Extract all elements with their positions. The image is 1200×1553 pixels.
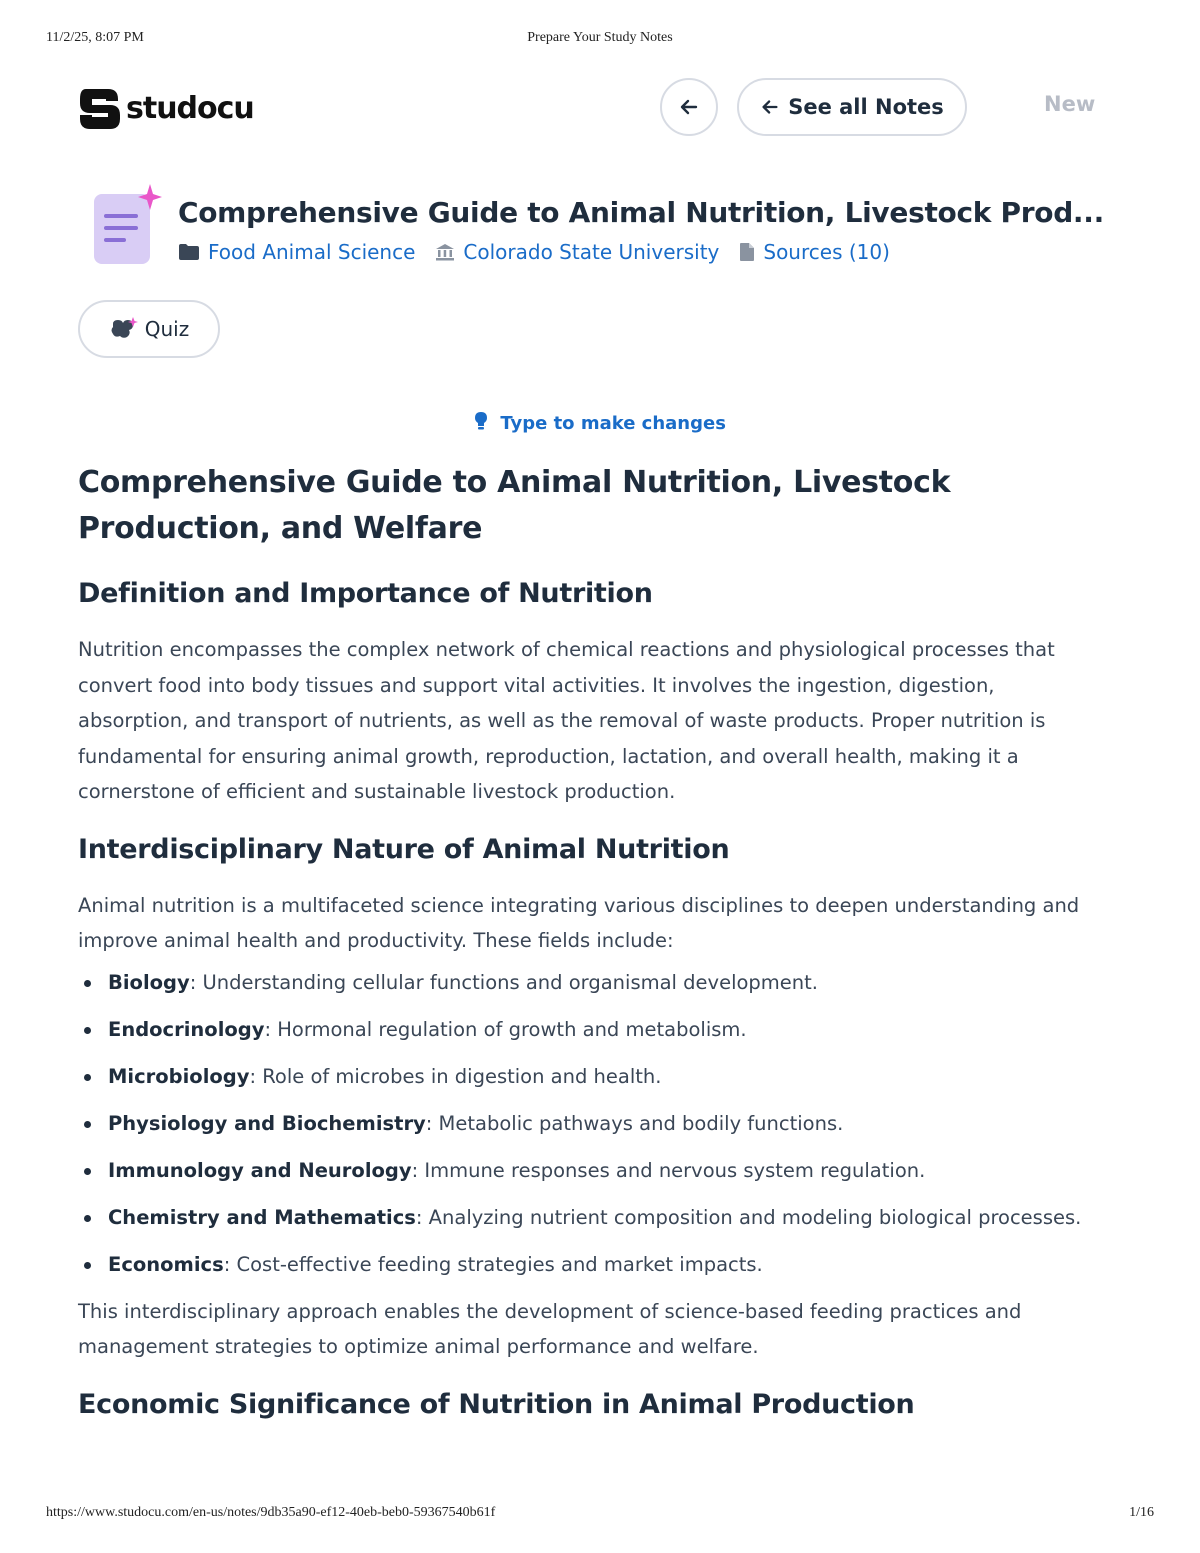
disciplines-list	[78, 965, 1108, 1283]
logo-text: studocu	[126, 90, 254, 126]
arrow-left-icon	[678, 96, 700, 118]
print-page-title: Prepare Your Study Notes	[527, 30, 673, 45]
section-heading-economic: Economic Significance of Nutrition in Animal Production	[78, 1388, 915, 1420]
section-closing-interdisciplinary: This interdisciplinary approach enables the development of science-based feeding practices and management strategies to optimize animal performance and welfare.	[78, 1299, 1022, 1358]
list-item	[78, 1012, 1108, 1048]
file-icon	[739, 242, 755, 262]
list-item	[78, 1059, 1108, 1095]
list-item-term: Endocrinology	[108, 1017, 265, 1041]
print-page-number: 1/16	[1129, 1505, 1154, 1520]
list-item	[78, 1106, 1108, 1142]
folder-icon	[178, 243, 200, 261]
university-name: Colorado State University	[463, 240, 720, 264]
list-item-text: : Metabolic pathways and bodily functions.	[425, 1111, 844, 1135]
article-title: Comprehensive Guide to Animal Nutrition, Livestock Production, and Welfare	[78, 465, 951, 546]
print-datetime: 11/2/25, 8:07 PM	[46, 30, 144, 45]
list-item-text: : Role of microbes in digestion and health.	[249, 1064, 662, 1088]
sources-link[interactable]	[739, 240, 890, 264]
list-item-text: : Understanding cellular functions and organismal development.	[189, 970, 818, 994]
section-paragraph-interdisciplinary: Animal nutrition is a multifaceted science integrating various disciplines to deepen understanding and improve animal health and productivity. These fields include:	[78, 893, 1080, 952]
back-button[interactable]	[660, 78, 718, 136]
list-item	[78, 1200, 1108, 1236]
document-title: Comprehensive Guide to Animal Nutrition, Livestock Prod...	[178, 196, 1104, 229]
list-item	[78, 965, 1108, 1001]
university-link[interactable]	[435, 240, 719, 264]
sources-count: Sources (10)	[763, 240, 890, 264]
edit-hint	[0, 411, 1200, 434]
print-footer	[0, 1505, 1200, 1525]
quiz-label: Quiz	[144, 317, 190, 341]
see-all-notes-label: See all Notes	[788, 95, 944, 119]
studocu-logo[interactable]	[78, 84, 254, 132]
course-name: Food Animal Science	[208, 240, 416, 264]
list-item	[78, 1247, 1108, 1283]
list-item-text: : Hormonal regulation of growth and metabolism.	[264, 1017, 747, 1041]
list-item-term: Microbiology	[108, 1064, 250, 1088]
list-item-term: Immunology and Neurology	[108, 1158, 412, 1182]
section-heading-definition: Definition and Importance of Nutrition	[78, 578, 653, 609]
section-heading-interdisciplinary: Interdisciplinary Nature of Animal Nutrition	[78, 833, 730, 865]
list-item-term: Biology	[108, 970, 190, 994]
list-item-term: Physiology and Biochemistry	[108, 1111, 426, 1135]
section-paragraph-definition: Nutrition encompasses the complex network of chemical reactions and physiological processes that convert food into body tissues and support vital activities. It involves the ingestion, digestion, absorption, and transport of nutrients, as well as the removal of waste products. Proper nutrition is fundamental for ensuring animal growth, reproduction, lactation, and overall health, making it a cornerstone of efficient and sustainable livestock production.	[78, 638, 1055, 803]
see-all-notes-button[interactable]	[737, 78, 967, 136]
quiz-button[interactable]	[78, 300, 220, 358]
edit-hint-text: Type to make changes	[500, 413, 726, 434]
studocu-logo-icon	[78, 85, 122, 131]
lightbulb-icon	[474, 411, 488, 431]
university-icon	[435, 243, 455, 261]
quiz-icon	[109, 316, 139, 342]
arrow-left-icon	[760, 97, 780, 117]
note-content[interactable]	[78, 460, 1108, 1425]
print-url: https://www.studocu.com/en-us/notes/9db35a90-ef12-40eb-beb0-59367540b61f	[46, 1505, 496, 1520]
print-header	[0, 30, 1200, 50]
course-link[interactable]	[178, 240, 415, 264]
document-meta	[178, 240, 910, 264]
list-item-text: : Analyzing nutrient composition and modeling biological processes.	[415, 1205, 1082, 1229]
list-item-text: : Cost-effective feeding strategies and market impacts.	[223, 1252, 763, 1276]
list-item-term: Chemistry and Mathematics	[108, 1205, 416, 1229]
list-item-text: : Immune responses and nervous system regulation.	[411, 1158, 926, 1182]
list-item	[78, 1153, 1108, 1189]
new-button[interactable]: New	[1044, 92, 1096, 116]
notes-document-icon	[92, 182, 164, 268]
list-item-term: Economics	[108, 1252, 224, 1276]
